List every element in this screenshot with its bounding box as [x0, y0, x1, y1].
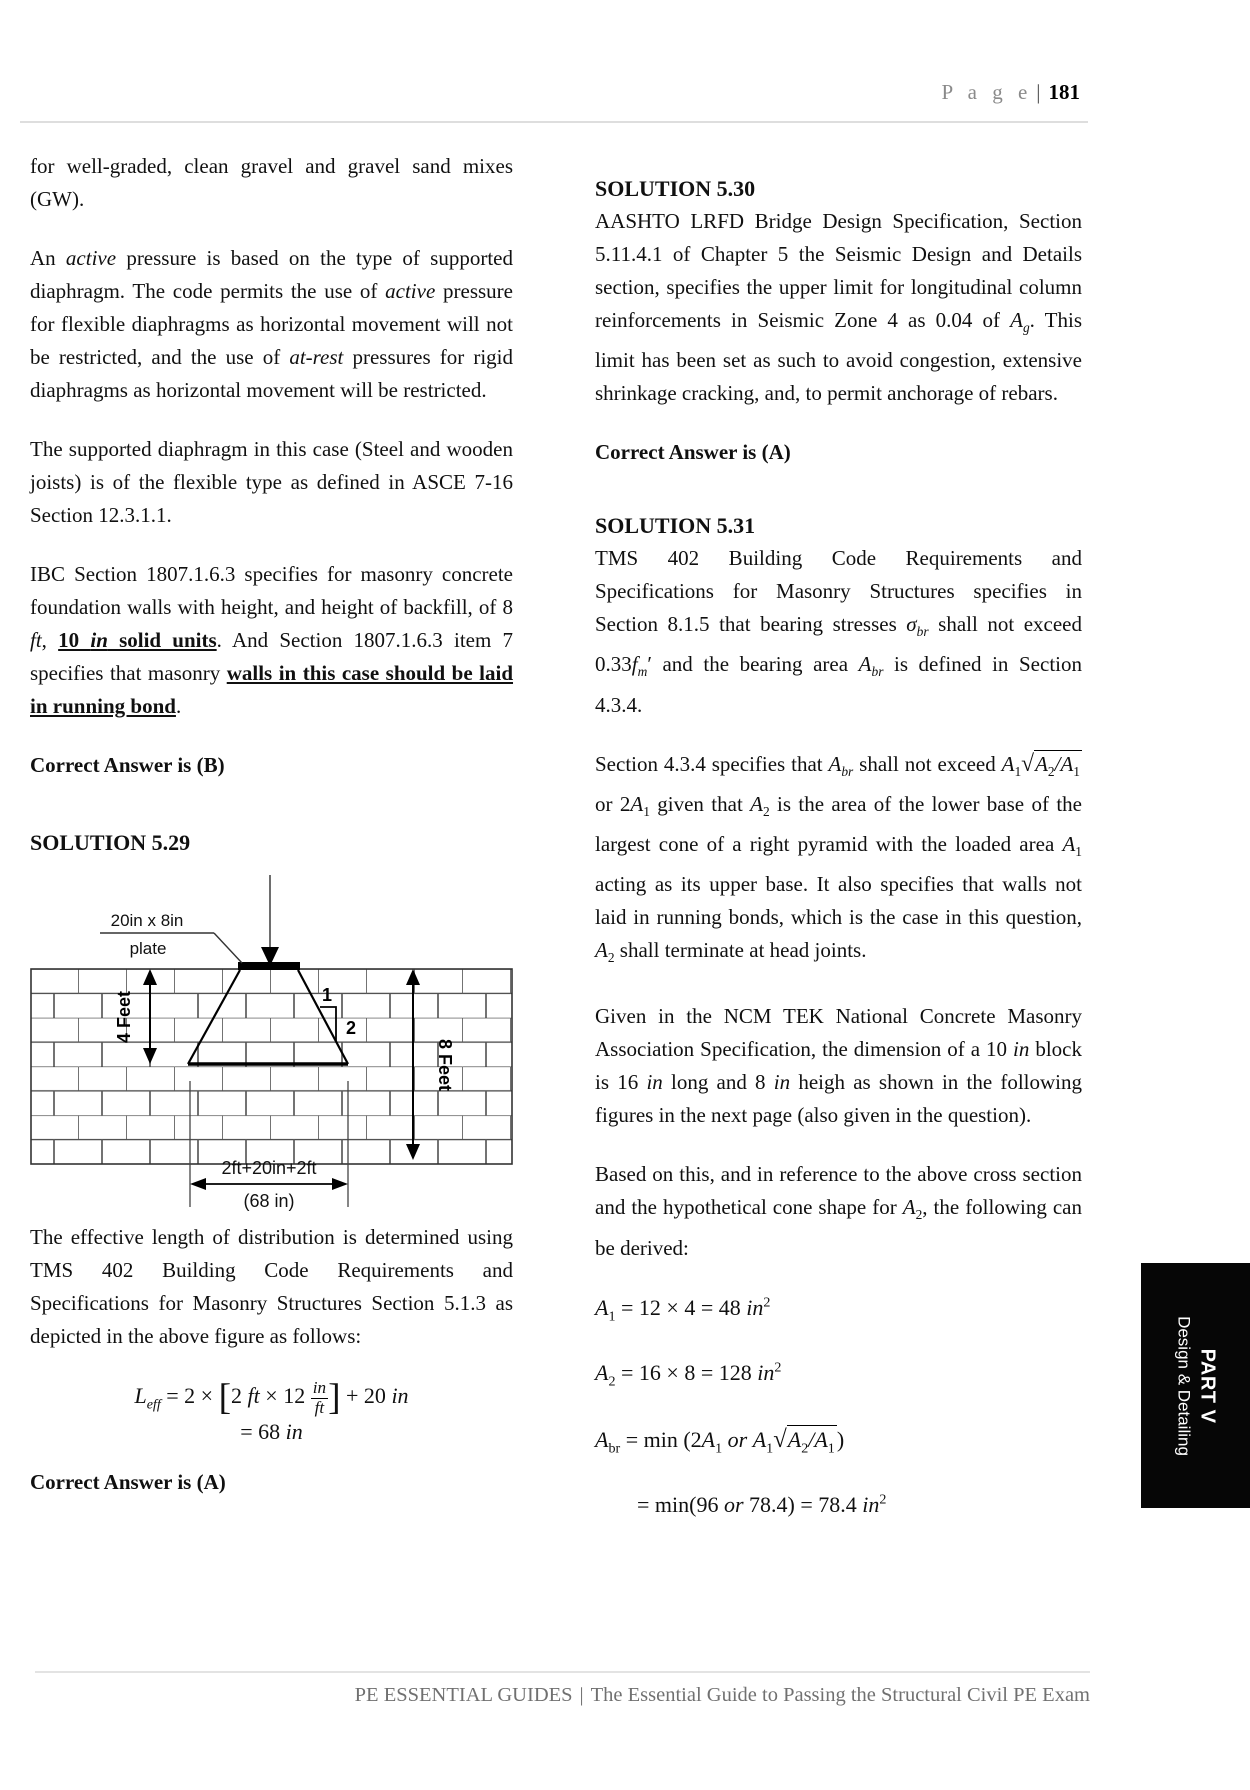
header-separator: |: [1036, 80, 1041, 104]
dim-8ft-label: 8 Feet: [435, 1038, 455, 1092]
left-column: [30, 150, 513, 1499]
radical-icon: √: [1021, 750, 1035, 777]
page-header: [941, 80, 1080, 105]
part-label: PART V: [1196, 1348, 1218, 1423]
dim-bottom-label2: (68 in): [243, 1191, 295, 1211]
dim-4ft-label: 4 Feet: [114, 990, 134, 1044]
radicand: $A_2/A_1$: [1035, 751, 1080, 779]
dim-bottom-arrowhead-left-icon: [190, 1178, 206, 1190]
paragraph: Section 4.3.4 specifies that $A_{br}$ shall not exceed $A_1√A_2/A_1$ or $2A_1$ given that $A_2$ is the area of the lower base of the largest cone of a right pyramid with the loaded area $A_1$ acting as its upper base. It also specifies that walls not laid in running bonds, which is the case in this question, $A_2$ shall terminate at head joints.: [595, 750, 1082, 966]
emphasized-underline: 10 in solid units: [58, 628, 217, 652]
page-footer: [355, 1684, 1090, 1707]
radicand: $A_2/A_1$: [787, 1426, 835, 1456]
leff-formula: [30, 1379, 513, 1448]
paragraph: IBC Section 1807.1.6.3 specifies for masonry concrete foundation walls with height, and height of backfill, of 8 ft, 10 in solid units. And Section 1807.1.6.3 item 7 specifies that masonry walls in this case should be laid in running bond.: [30, 562, 514, 718]
footer-rule: [35, 1671, 1090, 1673]
part-v-side-tab: [1141, 1263, 1250, 1508]
slope-ratio-2: 2: [346, 1018, 357, 1038]
paragraph: An active pressure is based on the type of supported diaphragm. The code permits the use of active pressure for flexible diaphragms as horizontal movement will not be restricted, and the use of at-rest pressures for rigid diaphragms as horizontal movement will be restricted.: [30, 246, 513, 402]
paragraph: Based on this, and in reference to the above cross section and the hypothetical cone shape for $A_2$, the following can be derived:: [595, 1162, 1082, 1260]
inch-per-foot-fraction: $\frac{in}{ft}$: [312, 1378, 327, 1417]
equation-a2: $A_2 = 16 \times 8 = 128$ $in^2$: [595, 1359, 782, 1390]
paragraph: TMS 402 Building Code Requirements and Specifications for Masonry Structures specifies in Section 8.1.5 that bearing stresses $\sigma_{br}$ shall not exceed $0.33f_m'$ and the bearing area $A_{br}$ is defined in Section 4.3.4.: [595, 546, 1083, 717]
emphasized-underline: walls in this case should be laid in running bond: [30, 661, 514, 718]
leff-formula-line2: = 68 in: [240, 1419, 303, 1445]
part-v-side-tab-text: [1141, 1263, 1250, 1508]
paragraph: Given in the NCM TEK National Concrete Masonry Association Specification, the dimension of a 10 in block is 16 in long and 8 in heigh as shown in the following figures in the next page (also given in the question).: [595, 1004, 1083, 1128]
slope-ratio-1: 1: [321, 985, 333, 1005]
plate-leader-line: [214, 933, 242, 963]
right-column: [595, 172, 1082, 1550]
masonry-figure-svg: [30, 869, 513, 1215]
paragraph: for well-graded, clean gravel and gravel sand mixes (GW).: [30, 154, 513, 211]
header-rule: [20, 121, 1088, 123]
answer-line: Correct Answer is (B): [30, 753, 225, 777]
masonry-figure: [30, 869, 513, 1215]
paragraph: The effective length of distribution is determined using TMS 402 Building Code Requirements and Specifications for Masonry Structures Section 5.1.3 as depicted in the above figure as follows:: [30, 1225, 513, 1348]
plate-label-line1: 20in x 8in: [110, 911, 184, 930]
dim-bottom-arrowhead-right-icon: [332, 1178, 348, 1190]
solution-heading-531: SOLUTION 5.31: [595, 513, 756, 539]
equation-abr-result: = min(96 or 78.4) = 78.4 $in^2$: [637, 1491, 887, 1517]
equation-abr: $A_{br} = \min (2A_1$ or $A_1√A_2/A_1$): [595, 1425, 845, 1456]
solution-heading-529: SOLUTION 5.29: [30, 830, 191, 855]
footer-separator: |: [579, 1684, 584, 1706]
leff-formula-line1: $L_{eff} = 2 \times [2$ ft × 12 $\frac{in}{ft}$ ] + 20 in: [134, 1377, 409, 1419]
page-number: 181: [1048, 80, 1080, 104]
bearing-plate: [238, 962, 300, 970]
dim-bottom-label: 2ft+20in+2ft: [221, 1158, 317, 1178]
plate-label-line2: plate: [129, 939, 167, 958]
paragraph: AASHTO LRFD Bridge Design Specification, Section 5.11.4.1 of Chapter 5 the Seismic Design and Details section, specifies the upper limit for longitudinal column reinforcements in Seismic Zone 4 as 0.04 of $A_g$. This limit has been set as such to avoid congestion, extensive shrinkage cracking, and, to permit anchorage of rebars.: [595, 209, 1082, 406]
paragraph: The supported diaphragm in this case (Steel and wooden joists) is of the flexible type as defined in ASCE 7-16 Section 12.3.1.1.: [30, 437, 513, 527]
page-word: P a g e: [941, 80, 1033, 104]
answer-line: Correct Answer is (A): [30, 1469, 226, 1494]
footer-title: The Essential Guide to Passing the Structural Civil PE Exam: [590, 1684, 1090, 1706]
part-subtitle: Design & Detailing: [1174, 1315, 1193, 1456]
answer-line: Correct Answer is (A): [595, 440, 791, 465]
footer-brand: PE ESSENTIAL GUIDES: [354, 1684, 573, 1706]
equation-a1: $A_1 = 12 \times 4 = 48$ $in^2$: [595, 1294, 771, 1324]
solution-heading-530: SOLUTION 5.30: [595, 176, 756, 201]
radical-icon: √: [773, 1425, 787, 1453]
